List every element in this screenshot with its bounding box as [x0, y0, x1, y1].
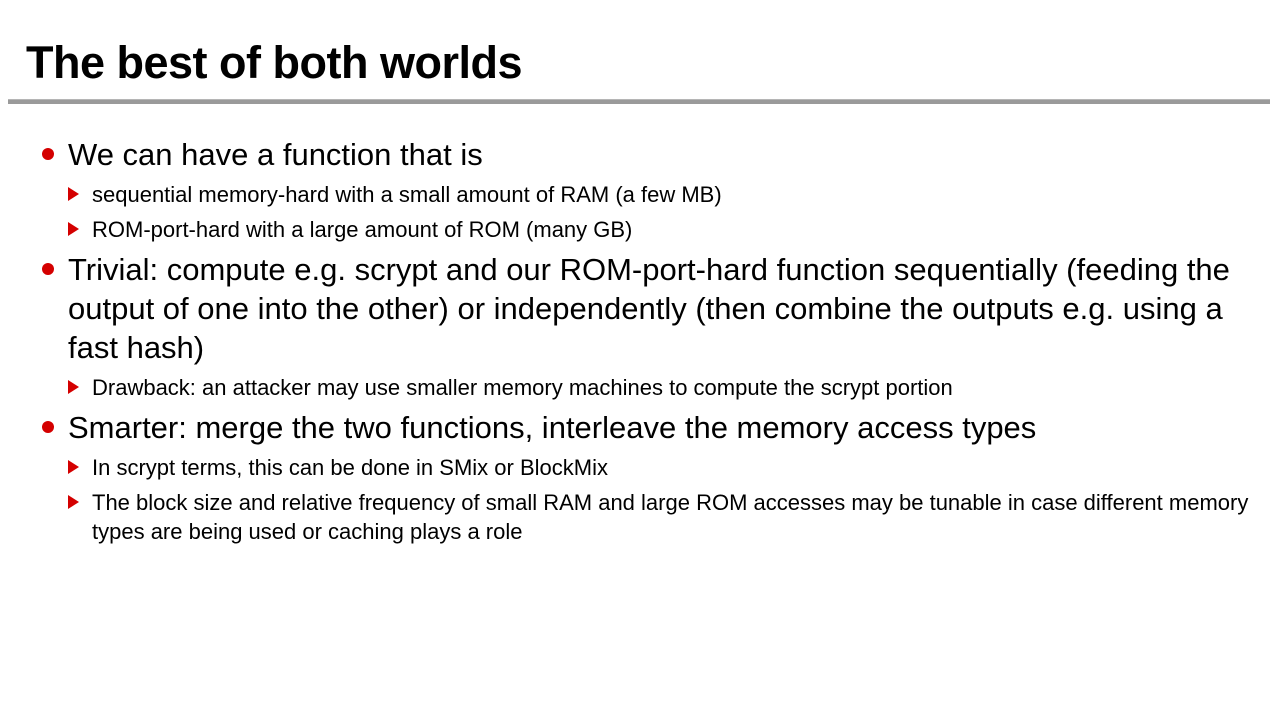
- bullet-level1: [30, 135, 1255, 174]
- bullet-text: In scrypt terms, this can be done in SMix or BlockMix: [92, 455, 608, 481]
- bullet-arrow-icon: [68, 222, 79, 236]
- bullet-text: The block size and relative frequency of small RAM and large ROM accesses may be tunable in case different memory types are being used or caching plays a role: [92, 490, 1249, 545]
- bullet-text: ROM-port-hard with a large amount of ROM (many GB): [92, 217, 633, 243]
- bullet-text: sequential memory-hard with a small amount of RAM (a few MB): [92, 182, 722, 208]
- bullet-level1: [30, 408, 1255, 447]
- bullet-text: We can have a function that is: [68, 137, 483, 172]
- bullet-arrow-icon: [68, 187, 79, 201]
- bullet-level1: [30, 250, 1255, 367]
- bullet-level2: [30, 373, 1255, 402]
- bullet-dot-icon: [42, 421, 54, 433]
- bullet-text: Smarter: merge the two functions, interleave the memory access types: [68, 410, 1037, 446]
- bullet-dot-icon: [42, 148, 54, 160]
- bullet-dot-icon: [42, 263, 54, 275]
- bullet-level2: [30, 453, 1255, 482]
- bullet-level2: [30, 215, 1255, 244]
- title-divider: [8, 99, 1270, 104]
- bullet-text: Drawback: an attacker may use smaller memory machines to compute the scrypt portion: [92, 375, 953, 401]
- page-title: The best of both worlds: [26, 37, 522, 88]
- bullet-text: Trivial: compute e.g. scrypt and our ROM-port-hard function sequentially (feeding the output of one into the other) or independently (then combine the outputs e.g. using a fast hash): [68, 252, 1230, 366]
- bullet-arrow-icon: [68, 380, 79, 394]
- slide-body: [30, 135, 1255, 552]
- bullet-arrow-icon: [68, 495, 79, 509]
- bullet-level2: [30, 180, 1255, 209]
- bullet-arrow-icon: [68, 460, 79, 474]
- bullet-level2: [30, 488, 1255, 546]
